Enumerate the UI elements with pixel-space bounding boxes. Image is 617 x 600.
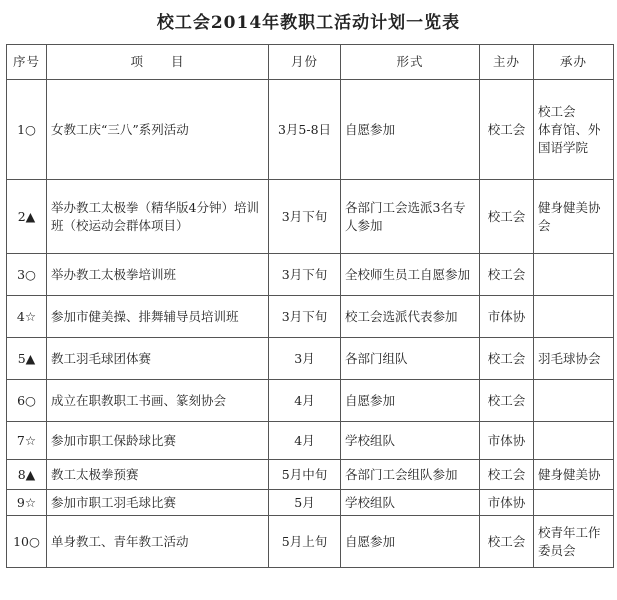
- cell-month: 5月上旬: [269, 516, 341, 568]
- header-item: 项 目: [47, 45, 269, 80]
- cell-organizer: 健身健美协会: [534, 180, 614, 254]
- cell-month: 3月下旬: [269, 254, 341, 296]
- cell-organizer: [534, 380, 614, 422]
- cell-organizer: [534, 296, 614, 338]
- cell-seq: 7☆: [7, 422, 47, 460]
- header-month: 月份: [269, 45, 341, 80]
- cell-item: 教工太极拳预赛: [47, 460, 269, 490]
- table-row: [7, 338, 614, 380]
- cell-host: 校工会: [480, 180, 534, 254]
- cell-seq: 8▲: [7, 460, 47, 490]
- cell-item: 参加市职工羽毛球比赛: [47, 490, 269, 516]
- cell-host: 校工会: [480, 380, 534, 422]
- table-header-row: [7, 45, 614, 80]
- header-host: 主办: [480, 45, 534, 80]
- activity-plan-table: [6, 44, 614, 568]
- cell-seq: 5▲: [7, 338, 47, 380]
- cell-month: 4月: [269, 380, 341, 422]
- cell-seq: 9☆: [7, 490, 47, 516]
- cell-item: 举办教工太极拳培训班: [47, 254, 269, 296]
- header-form: 形式: [341, 45, 480, 80]
- header-seq: 序号: [7, 45, 47, 80]
- cell-organizer: 校工会 体育馆、外国语学院: [534, 80, 614, 180]
- table-row: [7, 490, 614, 516]
- cell-organizer: [534, 254, 614, 296]
- cell-host: 校工会: [480, 80, 534, 180]
- cell-seq: 1○: [7, 80, 47, 180]
- cell-seq: 4☆: [7, 296, 47, 338]
- cell-organizer: 羽毛球协会: [534, 338, 614, 380]
- cell-item: 参加市健美操、排舞辅导员培训班: [47, 296, 269, 338]
- page-title: 校工会2014年教职工活动计划一览表: [156, 13, 461, 33]
- cell-form: 学校组队: [341, 422, 480, 460]
- cell-form: 校工会选派代表参加: [341, 296, 480, 338]
- cell-month: 3月下旬: [269, 296, 341, 338]
- cell-host: 校工会: [480, 460, 534, 490]
- cell-item: 举办教工太极拳（精华版4分钟）培训班（校运动会群体项目）: [47, 180, 269, 254]
- table-row: [7, 254, 614, 296]
- cell-month: 5月: [269, 490, 341, 516]
- cell-host: 市体协: [480, 296, 534, 338]
- cell-seq: 3○: [7, 254, 47, 296]
- table-row: [7, 296, 614, 338]
- cell-form: 自愿参加: [341, 380, 480, 422]
- cell-seq: 2▲: [7, 180, 47, 254]
- table-row: [7, 80, 614, 180]
- cell-organizer: [534, 422, 614, 460]
- table-row: [7, 380, 614, 422]
- cell-form: 各部门工会选派3名专人参加: [341, 180, 480, 254]
- cell-host: 校工会: [480, 338, 534, 380]
- header-organizer: 承办: [534, 45, 614, 80]
- cell-seq: 10○: [7, 516, 47, 568]
- cell-seq: 6○: [7, 380, 47, 422]
- cell-form: 全校师生员工自愿参加: [341, 254, 480, 296]
- table-row: [7, 422, 614, 460]
- cell-organizer: 健身健美协: [534, 460, 614, 490]
- cell-host: 校工会: [480, 516, 534, 568]
- cell-form: 各部门组队: [341, 338, 480, 380]
- cell-form: 学校组队: [341, 490, 480, 516]
- cell-host: 市体协: [480, 422, 534, 460]
- cell-organizer: 校青年工作委员会: [534, 516, 614, 568]
- cell-month: 3月: [269, 338, 341, 380]
- cell-month: 4月: [269, 422, 341, 460]
- table-row: [7, 516, 614, 568]
- cell-month: 3月5-8日: [269, 80, 341, 180]
- cell-item: 单身教工、青年教工活动: [47, 516, 269, 568]
- cell-form: 各部门工会组队参加: [341, 460, 480, 490]
- cell-month: 3月下旬: [269, 180, 341, 254]
- table-row: [7, 180, 614, 254]
- cell-host: 校工会: [480, 254, 534, 296]
- cell-form: 自愿参加: [341, 516, 480, 568]
- cell-form: 自愿参加: [341, 80, 480, 180]
- cell-month: 5月中旬: [269, 460, 341, 490]
- cell-item: 教工羽毛球团体赛: [47, 338, 269, 380]
- cell-item: 成立在职教职工书画、篆刻协会: [47, 380, 269, 422]
- cell-item: 参加市职工保龄球比赛: [47, 422, 269, 460]
- cell-item: 女教工庆“三八”系列活动: [47, 80, 269, 180]
- cell-host: 市体协: [480, 490, 534, 516]
- cell-organizer: [534, 490, 614, 516]
- table-row: [7, 460, 614, 490]
